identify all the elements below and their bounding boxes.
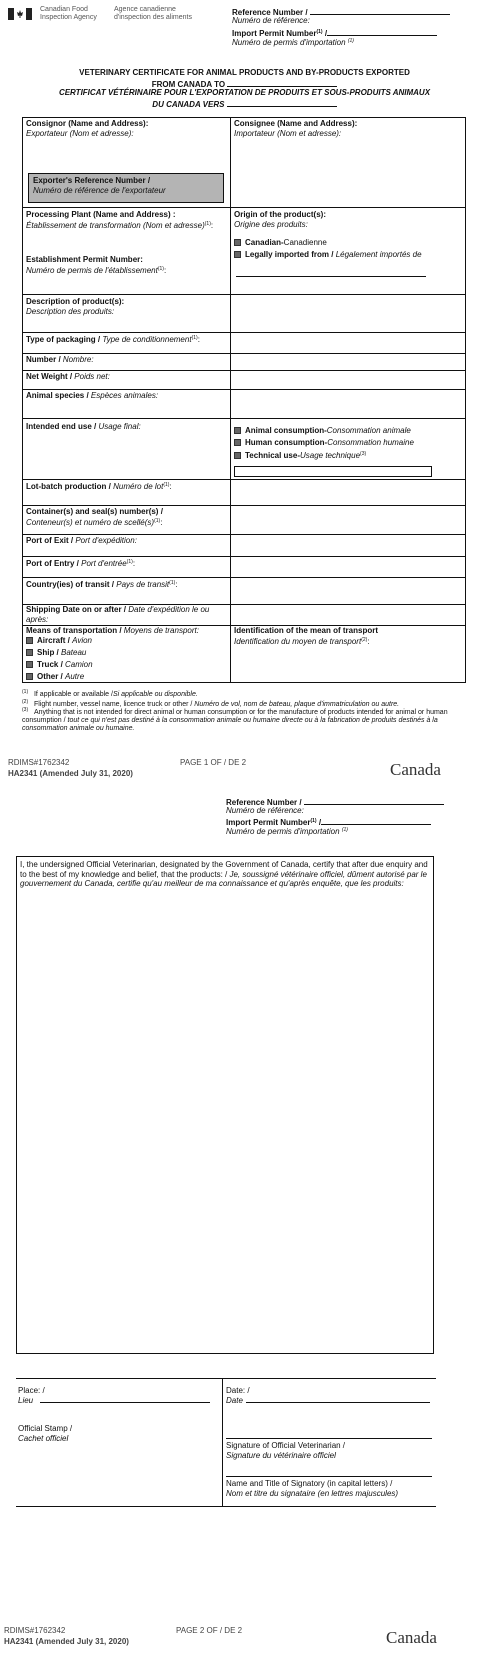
- page1-page-number: PAGE 1 OF / DE 2: [180, 758, 247, 767]
- official-stamp-label: Official Stamp / Cachet officiel: [18, 1424, 73, 1443]
- agency-name-en: Canadian Food Inspection Agency: [40, 6, 97, 21]
- transport-identification-label: Identification of the mean of transport Identification du moyen de transport$^{(2)}$:: [234, 626, 379, 646]
- canada-wordmark: Canada: [390, 760, 441, 779]
- title-line-3: CERTIFICAT VÉTÉRINAIRE POUR L'EXPORTATION DE PRODUITS ET SOUS-PRODUITS ANIMAUX: [58, 88, 431, 97]
- checkbox-icon[interactable]: [234, 427, 241, 434]
- footnote-1: $^{(1)}$ If applicable or available /Si applicable ou disponible.: [22, 689, 198, 698]
- page1-form-number: HA2341 (Amended July 31, 2020): [8, 769, 133, 778]
- page2-import-permit-label-fr: Numéro de permis d'importation $^{(1)}$: [226, 827, 348, 836]
- canada-flag-icon: [8, 8, 32, 20]
- date-field[interactable]: [246, 1402, 430, 1403]
- certification-box[interactable]: [16, 856, 434, 1354]
- checkbox-icon[interactable]: [234, 452, 241, 459]
- import-permit-label-fr: Numéro de permis d'importation $^{(1)}$: [232, 38, 354, 47]
- transport-aircraft-option[interactable]: Aircraft / Avion: [26, 636, 92, 646]
- lot-label: Lot-batch production / Numéro de lot$^{(1)}$:: [26, 482, 172, 491]
- page2-reference-number-label: Reference Number /: [226, 796, 444, 808]
- consignor-label: Consignor (Name and Address): Exportateur (Nom et adresse):: [26, 119, 149, 138]
- port-entry-label: Port of Entry / Port d'entrée$^{(1)}$:: [26, 559, 136, 568]
- canada-wordmark: Canada: [386, 1628, 437, 1647]
- exporter-reference-box[interactable]: Exporter's Reference Number / Numéro de référence de l'exportateur: [28, 173, 224, 203]
- import-permit-label: Import Permit Number$^{(1)}$ /: [232, 27, 437, 39]
- place-label: Place: / Lieu: [18, 1386, 45, 1405]
- transport-other-option[interactable]: Other / Autre: [26, 672, 84, 682]
- certification-statement: I, the undersigned Official Veterinarian, designated by the Government of Canada, certify that after due enquiry and to the best of my knowledge and belief, that the products: / Je, soussigné vétérinaire officiel, dûment autorisé par le gouvernement du Canada, certifie qu'au meilleur de ma connaissance et qu'après enquête, que les produits:: [20, 860, 428, 888]
- name-title-field[interactable]: [226, 1476, 432, 1477]
- title-line-4: DU CANADA VERS: [0, 98, 489, 110]
- reference-number-label: Reference Number /: [232, 6, 450, 18]
- origin-imported-option[interactable]: Legally imported from / Légalement importés de: [234, 250, 422, 260]
- checkbox-icon[interactable]: [26, 661, 33, 668]
- end-use-label: Intended end use / Usage final:: [26, 422, 141, 431]
- end-use-animal-option[interactable]: Animal consumption-Consommation animale: [234, 426, 411, 436]
- signature-label: Signature of Official Veterinarian / Signature du vétérinaire officiel: [226, 1441, 346, 1460]
- name-title-label: Name and Title of Signatory (in capital letters) / Nom et titre du signataire (en lettres majuscules): [226, 1479, 399, 1498]
- end-use-technical-option[interactable]: Technical use-Usage technique$^{(3)}$: [234, 450, 366, 461]
- place-field[interactable]: [40, 1402, 210, 1403]
- page1-rdims: RDIMS#1762342: [8, 758, 70, 767]
- establishment-permit-label: Establishment Permit Number: Numéro de permis de l'établissement$^{(1)}$:: [26, 255, 167, 275]
- checkbox-icon[interactable]: [26, 673, 33, 680]
- technical-use-field[interactable]: [234, 466, 432, 477]
- agency-name-fr: Agence canadienne d'inspection des aliments: [114, 6, 192, 21]
- page2-page-number: PAGE 2 OF / DE 2: [176, 1626, 243, 1635]
- page2-import-permit-label: Import Permit Number$^{(1)}$ /: [226, 816, 431, 828]
- page2-rdims: RDIMS#1762342: [4, 1626, 66, 1635]
- container-label: Container(s) and seal(s) number(s) / Conteneur(s) et numéro de $scellé(s)^{(1)}$:: [26, 507, 163, 527]
- packaging-label: Type of packaging / Type de conditionnement$^{(1)}$:: [26, 335, 200, 344]
- number-label: Number / Nombre:: [26, 355, 94, 364]
- transport-ship-option[interactable]: Ship / Bateau: [26, 648, 86, 658]
- end-use-human-option[interactable]: Human consumption-Consommation humaine: [234, 438, 414, 448]
- title-line-1: VETERINARY CERTIFICATE FOR ANIMAL PRODUCTS AND BY-PRODUCTS EXPORTED: [79, 68, 410, 77]
- net-weight-label: Net Weight / Poids net:: [26, 372, 110, 381]
- origin-label: Origin of the product(s): Origine des produits:: [234, 210, 326, 229]
- description-label: Description of product(s): Description des produits:: [26, 297, 125, 316]
- checkbox-icon[interactable]: [26, 649, 33, 656]
- page2-reference-number-label-fr: Numéro de référence:: [226, 806, 304, 815]
- shipping-date-label: Shipping Date on or after / Date d'expédition le ou après:: [26, 605, 210, 624]
- signature-field[interactable]: [226, 1438, 432, 1439]
- checkbox-icon[interactable]: [26, 637, 33, 644]
- processing-plant-label: Processing Plant (Name and Address) : Établissement de transformation (Nom et adresse)$^{(1)}$:: [26, 210, 214, 230]
- port-exit-label: Port of Exit / Port d'expédition:: [26, 536, 137, 545]
- checkbox-icon[interactable]: [234, 251, 241, 258]
- checkbox-icon[interactable]: [234, 239, 241, 246]
- title-line-2: FROM CANADA TO: [0, 78, 489, 90]
- reference-number-label-fr: Numéro de référence:: [232, 16, 310, 25]
- date-label: Date: / Date: [226, 1386, 250, 1405]
- transit-label: Country(ies) of transit / Pays de transit$^{(1)}$:: [26, 580, 178, 589]
- transport-means-label: Means of transportation / Moyens de transport:: [26, 626, 199, 635]
- consignee-label: Consignee (Name and Address): Importateur (Nom et adresse):: [234, 119, 358, 138]
- checkbox-icon[interactable]: [234, 439, 241, 446]
- footnote-2: $^{(2)}$ Flight number, vessel name, licence truck or other / Numéro de vol, nom de bateau, plaque d'immatriculation ou autre.: [22, 699, 400, 708]
- animal-species-label: Animal species / Espèces animales:: [26, 391, 159, 400]
- transport-truck-option[interactable]: Truck / Camion: [26, 660, 93, 670]
- page2-form-number: HA2341 (Amended July 31, 2020): [4, 1637, 129, 1646]
- footnote-3: $^{(3)}$ Anything that is not intended for direct animal or human consumption or for the manufacture of products intended for animal or human consumption / tout ce qui n'est pas destiné à la consommation animale ou humaine directe ou à la fabrication de produits destinés à la consommation animale ou humaine.: [22, 707, 448, 732]
- origin-canadian-option[interactable]: Canadian-Canadienne: [234, 238, 327, 248]
